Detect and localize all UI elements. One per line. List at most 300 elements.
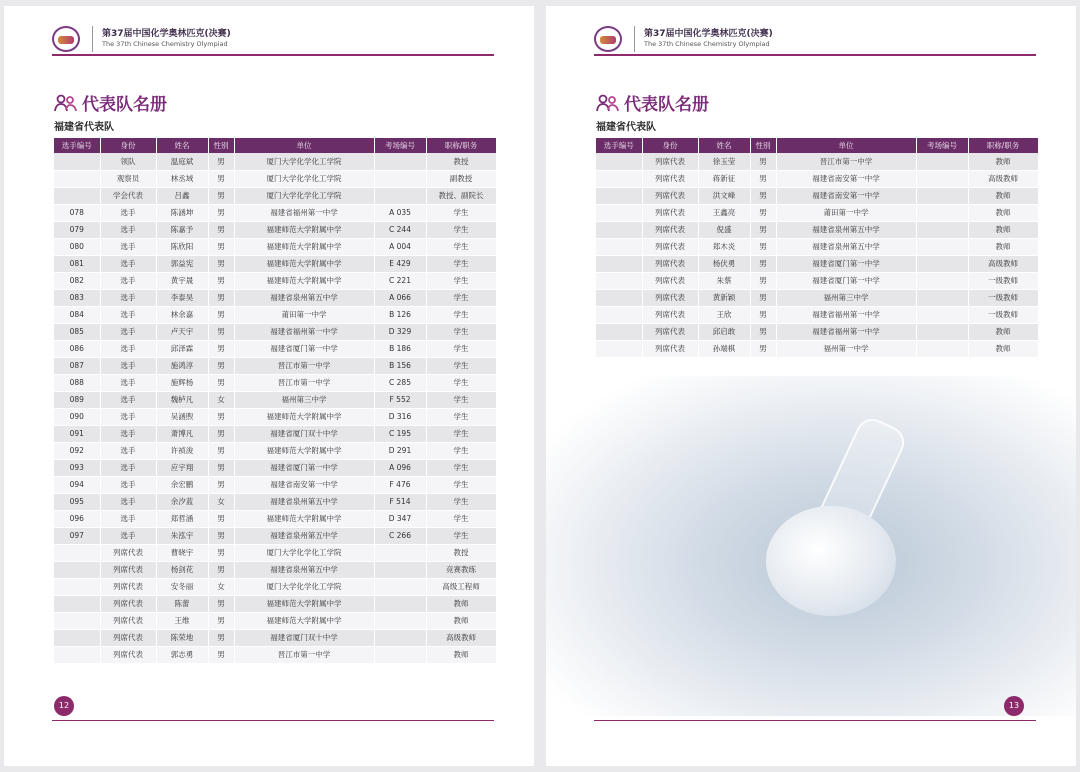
table-cell: 083 bbox=[54, 289, 100, 306]
table-row bbox=[54, 340, 496, 357]
table-cell: 教师 bbox=[968, 153, 1038, 170]
table-cell: 福建师范大学附属中学 bbox=[234, 510, 374, 527]
table-cell: F 552 bbox=[374, 391, 426, 408]
roster-table-right bbox=[596, 138, 1039, 358]
table-cell: 福建省南安第一中学 bbox=[234, 476, 374, 493]
table-cell: 学生 bbox=[426, 289, 496, 306]
table-cell: 男 bbox=[750, 323, 776, 340]
table-cell: B 156 bbox=[374, 357, 426, 374]
table-cell: 男 bbox=[208, 612, 234, 629]
table-cell: 高级教师 bbox=[968, 255, 1038, 272]
table-cell: 男 bbox=[750, 170, 776, 187]
table-cell: 列席代表 bbox=[642, 221, 698, 238]
table-cell: 男 bbox=[750, 204, 776, 221]
table-cell: 高级工程师 bbox=[426, 578, 496, 595]
table-cell: 福建省厦门第一中学 bbox=[234, 459, 374, 476]
col-header: 考场编号 bbox=[374, 138, 426, 153]
table-cell: 男 bbox=[208, 289, 234, 306]
col-header: 选手编号 bbox=[596, 138, 642, 153]
table-cell: D 316 bbox=[374, 408, 426, 425]
table-cell: 杨伏勇 bbox=[698, 255, 750, 272]
table-cell: 男 bbox=[208, 323, 234, 340]
table-cell: 高级教师 bbox=[426, 629, 496, 646]
table-cell: 选手 bbox=[100, 391, 156, 408]
table-cell: 选手 bbox=[100, 272, 156, 289]
table-cell: 男 bbox=[208, 561, 234, 578]
table-cell: C 195 bbox=[374, 425, 426, 442]
table-cell: 一级教师 bbox=[968, 272, 1038, 289]
table-row bbox=[54, 629, 496, 646]
table-cell: 厦门大学化学化工学院 bbox=[234, 153, 374, 170]
table-cell: 教师 bbox=[968, 238, 1038, 255]
table-cell: 福建省泉州第五中学 bbox=[234, 493, 374, 510]
col-header: 身份 bbox=[642, 138, 698, 153]
table-cell: 教师 bbox=[426, 595, 496, 612]
table-cell: 男 bbox=[750, 272, 776, 289]
table-cell: 学生 bbox=[426, 238, 496, 255]
header-divider bbox=[52, 54, 494, 56]
table-row bbox=[54, 578, 496, 595]
table-cell: 男 bbox=[208, 204, 234, 221]
col-header: 选手编号 bbox=[54, 138, 100, 153]
table-cell bbox=[596, 323, 642, 340]
table-cell: 096 bbox=[54, 510, 100, 527]
table-cell: 高级教师 bbox=[968, 170, 1038, 187]
table-cell: E 429 bbox=[374, 255, 426, 272]
table-cell: 095 bbox=[54, 493, 100, 510]
table-cell: 男 bbox=[208, 221, 234, 238]
table-cell bbox=[596, 255, 642, 272]
table-cell: D 347 bbox=[374, 510, 426, 527]
table-cell: 萧博凡 bbox=[156, 425, 208, 442]
table-cell: 学生 bbox=[426, 442, 496, 459]
table-cell: 厦门大学化学化工学院 bbox=[234, 170, 374, 187]
table-cell: 学生 bbox=[426, 323, 496, 340]
table-cell: 厦门大学化学化工学院 bbox=[234, 187, 374, 204]
table-cell: 女 bbox=[208, 493, 234, 510]
table-cell: 福建师范大学附属中学 bbox=[234, 442, 374, 459]
table-cell: 福建师范大学附属中学 bbox=[234, 272, 374, 289]
col-header: 考场编号 bbox=[916, 138, 968, 153]
table-cell bbox=[374, 544, 426, 561]
table-cell: A 096 bbox=[374, 459, 426, 476]
table-cell: 选手 bbox=[100, 425, 156, 442]
table-row bbox=[596, 170, 1038, 187]
table-cell bbox=[596, 238, 642, 255]
table-cell: 福建省厦门第一中学 bbox=[776, 272, 916, 289]
table-cell: 杨剑花 bbox=[156, 561, 208, 578]
table-cell: 孙端棋 bbox=[698, 340, 750, 357]
table-cell: 福建省福州第一中学 bbox=[776, 323, 916, 340]
header-title-cn: 第37届中国化学奥林匹克(决赛) bbox=[102, 29, 231, 39]
table-cell bbox=[54, 595, 100, 612]
people-icon bbox=[596, 94, 620, 112]
table-cell: 列席代表 bbox=[642, 255, 698, 272]
table-cell bbox=[596, 340, 642, 357]
table-cell: 选手 bbox=[100, 255, 156, 272]
table-cell: 蒋新征 bbox=[698, 170, 750, 187]
table-cell: 施辉杨 bbox=[156, 374, 208, 391]
table-cell bbox=[374, 578, 426, 595]
table-cell bbox=[916, 170, 968, 187]
table-cell bbox=[596, 153, 642, 170]
table-cell: 吕鑫 bbox=[156, 187, 208, 204]
table-row bbox=[54, 255, 496, 272]
table-cell: B 126 bbox=[374, 306, 426, 323]
table-cell: 莆田第一中学 bbox=[234, 306, 374, 323]
table-cell: 陈蕾 bbox=[156, 595, 208, 612]
table-cell: 091 bbox=[54, 425, 100, 442]
table-cell bbox=[374, 561, 426, 578]
table-cell: 学生 bbox=[426, 408, 496, 425]
table-cell: 列席代表 bbox=[642, 153, 698, 170]
table-cell: 福建师范大学附属中学 bbox=[234, 612, 374, 629]
table-cell: 许祯浚 bbox=[156, 442, 208, 459]
table-cell: 黄新颖 bbox=[698, 289, 750, 306]
table-cell: 福州第三中学 bbox=[776, 289, 916, 306]
table-cell: 列席代表 bbox=[642, 170, 698, 187]
table-cell: 选手 bbox=[100, 476, 156, 493]
table-cell: 魏栌凡 bbox=[156, 391, 208, 408]
table-cell: 078 bbox=[54, 204, 100, 221]
table-cell: 093 bbox=[54, 459, 100, 476]
table-row bbox=[54, 323, 496, 340]
table-cell: 学会代表 bbox=[100, 187, 156, 204]
table-cell: 福州第三中学 bbox=[234, 391, 374, 408]
table-cell: 选手 bbox=[100, 323, 156, 340]
table-cell: 选手 bbox=[100, 340, 156, 357]
table-cell: 列席代表 bbox=[642, 306, 698, 323]
table-cell: 080 bbox=[54, 238, 100, 255]
table-cell: 列席代表 bbox=[100, 544, 156, 561]
table-cell: 男 bbox=[750, 238, 776, 255]
table-cell: 选手 bbox=[100, 459, 156, 476]
table-cell bbox=[54, 561, 100, 578]
table-row bbox=[54, 425, 496, 442]
table-cell: 福建省福州第一中学 bbox=[234, 204, 374, 221]
table-cell: 教师 bbox=[426, 646, 496, 663]
footer-divider bbox=[594, 720, 1036, 721]
table-cell: 余汐蓝 bbox=[156, 493, 208, 510]
table-row bbox=[596, 238, 1038, 255]
table-cell: 厦门大学化学化工学院 bbox=[234, 578, 374, 595]
table-cell: 女 bbox=[208, 578, 234, 595]
table-row bbox=[596, 187, 1038, 204]
table-cell bbox=[916, 255, 968, 272]
col-header: 职称/职务 bbox=[426, 138, 496, 153]
table-cell bbox=[374, 153, 426, 170]
table-cell: 男 bbox=[208, 340, 234, 357]
table-cell: 男 bbox=[208, 425, 234, 442]
table-cell: 列席代表 bbox=[100, 612, 156, 629]
table-cell: 学生 bbox=[426, 476, 496, 493]
table-cell: 晋江市第一中学 bbox=[234, 357, 374, 374]
table-cell bbox=[596, 289, 642, 306]
table-cell: F 476 bbox=[374, 476, 426, 493]
table-cell: 086 bbox=[54, 340, 100, 357]
table-cell bbox=[916, 289, 968, 306]
table-cell: 094 bbox=[54, 476, 100, 493]
table-cell bbox=[916, 323, 968, 340]
header-divider bbox=[594, 54, 1036, 56]
table-cell: 厦门大学化学化工学院 bbox=[234, 544, 374, 561]
table-cell: 教师 bbox=[968, 187, 1038, 204]
table-cell: 男 bbox=[208, 646, 234, 663]
table-cell bbox=[596, 221, 642, 238]
right-page bbox=[546, 6, 1076, 766]
table-cell: 学生 bbox=[426, 391, 496, 408]
left-page bbox=[4, 6, 534, 766]
table-cell: C 244 bbox=[374, 221, 426, 238]
table-cell: 福建省福州第一中学 bbox=[776, 306, 916, 323]
table-row bbox=[54, 374, 496, 391]
table-cell: 选手 bbox=[100, 493, 156, 510]
table-cell: 洪文峰 bbox=[698, 187, 750, 204]
table-cell: 学生 bbox=[426, 459, 496, 476]
table-row bbox=[54, 187, 496, 204]
table-cell: 男 bbox=[208, 510, 234, 527]
table-cell: 福建师范大学附属中学 bbox=[234, 255, 374, 272]
table-cell: C 221 bbox=[374, 272, 426, 289]
table-cell bbox=[54, 170, 100, 187]
table-cell: B 186 bbox=[374, 340, 426, 357]
table-cell: 观察员 bbox=[100, 170, 156, 187]
table-cell: 男 bbox=[750, 255, 776, 272]
table-cell bbox=[374, 612, 426, 629]
table-cell: 学生 bbox=[426, 425, 496, 442]
col-header: 姓名 bbox=[698, 138, 750, 153]
table-cell: 084 bbox=[54, 306, 100, 323]
table-row bbox=[54, 510, 496, 527]
table-cell: 福建省南安第一中学 bbox=[776, 170, 916, 187]
table-cell bbox=[916, 187, 968, 204]
table-cell bbox=[596, 272, 642, 289]
people-icon bbox=[54, 94, 78, 112]
table-cell: 晋江市第一中学 bbox=[234, 646, 374, 663]
table-row bbox=[596, 255, 1038, 272]
table-cell: 男 bbox=[208, 238, 234, 255]
table-cell: 男 bbox=[750, 340, 776, 357]
table-cell: 福建省泉州第五中学 bbox=[234, 561, 374, 578]
table-cell bbox=[54, 153, 100, 170]
team-name: 福建省代表队 bbox=[54, 122, 114, 133]
olympiad-logo bbox=[52, 26, 80, 52]
table-cell: 福建省厦门第一中学 bbox=[234, 340, 374, 357]
table-cell: 郭益宪 bbox=[156, 255, 208, 272]
table-cell: 福建师范大学附属中学 bbox=[234, 408, 374, 425]
footer-divider bbox=[52, 720, 494, 721]
table-cell bbox=[596, 187, 642, 204]
table-cell: 090 bbox=[54, 408, 100, 425]
table-cell bbox=[916, 340, 968, 357]
table-cell: 朱泓宇 bbox=[156, 527, 208, 544]
table-cell: 男 bbox=[750, 153, 776, 170]
table-cell: 陈荣地 bbox=[156, 629, 208, 646]
table-cell: 088 bbox=[54, 374, 100, 391]
table-cell: 福建省泉州第五中学 bbox=[234, 527, 374, 544]
table-cell: 男 bbox=[208, 527, 234, 544]
col-header: 单位 bbox=[776, 138, 916, 153]
table-cell: 081 bbox=[54, 255, 100, 272]
table-cell: 男 bbox=[208, 306, 234, 323]
table-cell: 列席代表 bbox=[642, 340, 698, 357]
table-cell: 选手 bbox=[100, 527, 156, 544]
table-cell: 福建师范大学附属中学 bbox=[234, 221, 374, 238]
table-cell: 列席代表 bbox=[100, 629, 156, 646]
table-cell: 郑哲涵 bbox=[156, 510, 208, 527]
table-cell: 学生 bbox=[426, 204, 496, 221]
table-cell: F 514 bbox=[374, 493, 426, 510]
table-cell: D 291 bbox=[374, 442, 426, 459]
table-row bbox=[54, 612, 496, 629]
table-row bbox=[54, 391, 496, 408]
table-cell: 郭志勇 bbox=[156, 646, 208, 663]
table-cell: 列席代表 bbox=[642, 272, 698, 289]
table-cell: 学生 bbox=[426, 374, 496, 391]
table-cell: 学生 bbox=[426, 357, 496, 374]
table-cell: 学生 bbox=[426, 527, 496, 544]
table-cell: 097 bbox=[54, 527, 100, 544]
table-cell: 卢天宇 bbox=[156, 323, 208, 340]
table-row bbox=[54, 442, 496, 459]
table-cell: 陈涵坤 bbox=[156, 204, 208, 221]
table-cell bbox=[54, 578, 100, 595]
table-cell: 副教授 bbox=[426, 170, 496, 187]
table-row bbox=[596, 340, 1038, 357]
table-row bbox=[54, 306, 496, 323]
table-cell: 学生 bbox=[426, 255, 496, 272]
table-cell: 男 bbox=[750, 221, 776, 238]
table-cell bbox=[916, 221, 968, 238]
col-header: 性别 bbox=[208, 138, 234, 153]
table-cell: 089 bbox=[54, 391, 100, 408]
table-cell bbox=[596, 306, 642, 323]
table-cell: A 035 bbox=[374, 204, 426, 221]
table-cell: 列席代表 bbox=[100, 561, 156, 578]
col-header: 单位 bbox=[234, 138, 374, 153]
table-cell: 列席代表 bbox=[100, 595, 156, 612]
table-cell: 福建省泉州第五中学 bbox=[776, 221, 916, 238]
table-cell: 男 bbox=[208, 357, 234, 374]
table-cell: C 285 bbox=[374, 374, 426, 391]
section-title-text: 代表队名册 bbox=[624, 95, 709, 115]
team-name: 福建省代表队 bbox=[596, 122, 656, 133]
table-cell bbox=[54, 544, 100, 561]
table-cell: 邱泽霖 bbox=[156, 340, 208, 357]
table-row bbox=[54, 153, 496, 170]
table-cell: 一级教师 bbox=[968, 289, 1038, 306]
table-cell: 男 bbox=[208, 255, 234, 272]
table-row bbox=[54, 204, 496, 221]
olympiad-logo bbox=[594, 26, 622, 52]
table-row bbox=[596, 153, 1038, 170]
table-cell bbox=[916, 204, 968, 221]
table-cell: 选手 bbox=[100, 238, 156, 255]
table-cell: 倪盛 bbox=[698, 221, 750, 238]
col-header: 职称/职务 bbox=[968, 138, 1038, 153]
table-cell bbox=[374, 629, 426, 646]
table-row bbox=[54, 493, 496, 510]
table-cell: 晋江市第一中学 bbox=[234, 374, 374, 391]
table-cell bbox=[916, 306, 968, 323]
table-cell: 082 bbox=[54, 272, 100, 289]
col-header: 身份 bbox=[100, 138, 156, 153]
table-row bbox=[596, 306, 1038, 323]
table-cell: 男 bbox=[208, 153, 234, 170]
table-cell: 陈欣阳 bbox=[156, 238, 208, 255]
table-cell: 学生 bbox=[426, 272, 496, 289]
table-cell: C 266 bbox=[374, 527, 426, 544]
table-cell: 曹晓宇 bbox=[156, 544, 208, 561]
table-cell: A 004 bbox=[374, 238, 426, 255]
table-cell: 教授 bbox=[426, 544, 496, 561]
table-row bbox=[54, 289, 496, 306]
table-cell: 列席代表 bbox=[642, 238, 698, 255]
table-cell: A 066 bbox=[374, 289, 426, 306]
table-cell: 福建省福州第一中学 bbox=[234, 323, 374, 340]
table-cell: 晋江市第一中学 bbox=[776, 153, 916, 170]
table-cell: 郑木炎 bbox=[698, 238, 750, 255]
table-cell: 学生 bbox=[426, 221, 496, 238]
table-cell: 列席代表 bbox=[100, 646, 156, 663]
section-title bbox=[54, 90, 167, 115]
table-cell: 黄宇晟 bbox=[156, 272, 208, 289]
table-row bbox=[54, 527, 496, 544]
table-cell: 徐玉莹 bbox=[698, 153, 750, 170]
table-cell: 085 bbox=[54, 323, 100, 340]
table-cell bbox=[54, 612, 100, 629]
table-row bbox=[54, 476, 496, 493]
table-header-row bbox=[54, 138, 496, 153]
table-row bbox=[54, 459, 496, 476]
table-cell bbox=[374, 595, 426, 612]
table-cell: 教师 bbox=[968, 323, 1038, 340]
table-cell: 学生 bbox=[426, 340, 496, 357]
table-cell: 男 bbox=[208, 595, 234, 612]
table-cell: 列席代表 bbox=[100, 578, 156, 595]
header-title-en: The 37th Chinese Chemistry Olympiad bbox=[102, 40, 228, 48]
table-cell bbox=[374, 646, 426, 663]
table-cell: 选手 bbox=[100, 510, 156, 527]
table-row bbox=[596, 221, 1038, 238]
table-row bbox=[54, 272, 496, 289]
table-cell: 邱启敢 bbox=[698, 323, 750, 340]
table-row bbox=[596, 204, 1038, 221]
table-cell: 余宏鹏 bbox=[156, 476, 208, 493]
table-cell: 学生 bbox=[426, 306, 496, 323]
table-cell: 教师 bbox=[426, 612, 496, 629]
table-cell: 福建省厦门双十中学 bbox=[234, 425, 374, 442]
table-cell: 林余嘉 bbox=[156, 306, 208, 323]
table-cell: 选手 bbox=[100, 357, 156, 374]
table-row bbox=[54, 357, 496, 374]
table-cell bbox=[54, 629, 100, 646]
table-row bbox=[596, 289, 1038, 306]
table-cell: 男 bbox=[208, 442, 234, 459]
table-row bbox=[596, 323, 1038, 340]
table-cell bbox=[54, 646, 100, 663]
table-cell bbox=[596, 204, 642, 221]
table-cell: 林丞域 bbox=[156, 170, 208, 187]
table-row bbox=[54, 544, 496, 561]
table-cell: 教授 bbox=[426, 153, 496, 170]
table-cell: 福建省厦门双十中学 bbox=[234, 629, 374, 646]
table-cell bbox=[54, 187, 100, 204]
table-cell: 选手 bbox=[100, 408, 156, 425]
table-cell: 李泰昊 bbox=[156, 289, 208, 306]
table-cell: 福建省泉州第五中学 bbox=[234, 289, 374, 306]
table-cell: 男 bbox=[208, 544, 234, 561]
